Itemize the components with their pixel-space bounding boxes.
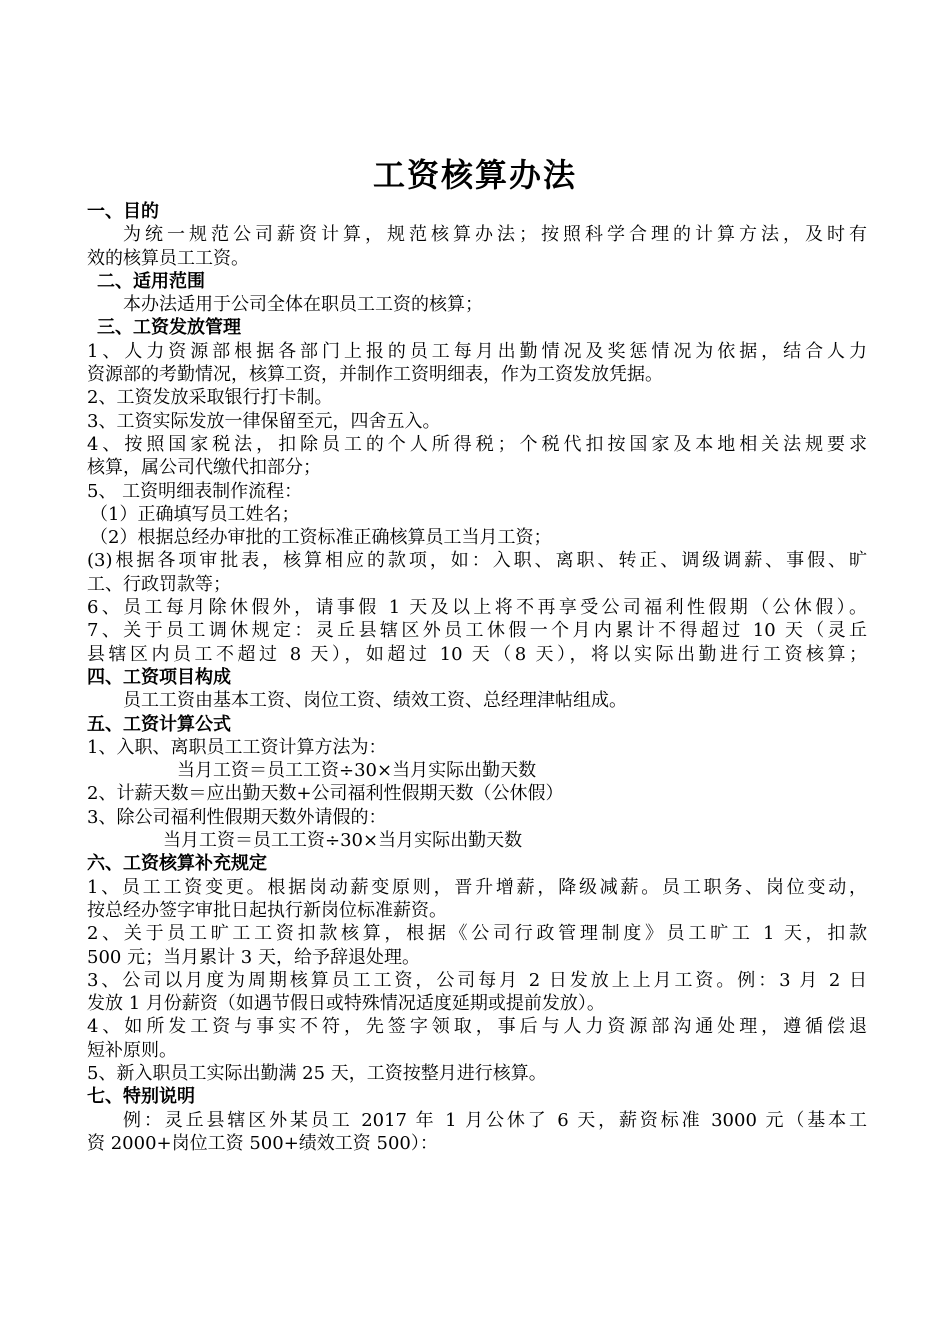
paragraph-line: 3、工资实际发放一律保留至元，四舍五入。 — [87, 410, 441, 432]
section-heading-special-notes: 七、特别说明 — [87, 1086, 195, 1108]
section-heading-pay-items: 四、工资项目构成 — [87, 666, 231, 688]
document-title: 工资核算办法 — [372, 156, 577, 194]
paragraph-line: 3、除公司福利性假期天数外请假的： — [87, 806, 387, 828]
paragraph-line: 2、计薪天数＝应出勤天数+公司福利性假期天数（公休假） — [87, 783, 564, 805]
paragraph-line: 1、人力资源部根据各部门上报的员工每月出勤情况及奖惩情况为依据，结合人力 — [87, 340, 867, 362]
section-heading-scope: 二、适用范围 — [97, 270, 205, 292]
paragraph-line: 3、公司以月度为周期核算员工工资，公司每月 2 日发放上上月工资。例：3 月 2 日 — [87, 969, 867, 991]
paragraph-line: 4、按照国家税法，扣除员工的个人所得税；个税代扣按国家及本地相关法规要求 — [87, 433, 867, 455]
paragraph-line: 4、如所发工资与事实不符，先签字领取，事后与人力资源部沟通处理，遵循偿退 — [87, 1016, 867, 1038]
paragraph-line: 为统一规范公司薪资计算，规范核算办法；按照科学合理的计算方法，及时有 — [123, 224, 867, 246]
paragraph-line: (3)根据各项审批表，核算相应的款项，如：入职、离职、转正、调级调薪、事假、旷 — [87, 550, 867, 572]
section-heading-purpose: 一、目的 — [87, 201, 159, 222]
paragraph-line: 核算，属公司代缴代扣部分； — [87, 457, 321, 479]
paragraph-line: 按总经办签字审批日起执行新岗位标准薪资。 — [87, 899, 447, 921]
paragraph-line: 资 2000+岗位工资 500+绩效工资 500）： — [87, 1132, 438, 1154]
paragraph-line: 1、员工工资变更。根据岗动薪变原则，晋升增薪，降级减薪。员工职务、岗位变动， — [87, 876, 867, 898]
paragraph-line: 例：灵丘县辖区外某员工 2017 年 1 月公休了 6 天，薪资标准 3000 元（基本工 — [123, 1109, 867, 1131]
paragraph-line: 发放 1 月份薪资（如遇节假日或特殊情况适度延期或提前发放）。 — [87, 993, 605, 1015]
section-heading-payment-management: 三、工资发放管理 — [97, 317, 241, 339]
paragraph-line: 5、新入职员工实际出勤满 25 天，工资按整月进行核算。 — [87, 1062, 547, 1084]
paragraph-line: 效的核算员工工资。 — [87, 247, 249, 269]
paragraph-line: 6、员工每月除休假外，请事假 1 天及以上将不再享受公司福利性假期（公休假）。 — [87, 597, 867, 619]
section-heading-supplementary-rules: 六、工资核算补充规定 — [87, 853, 267, 875]
paragraph-line: 县辖区内员工不超过 8 天），如超过 10 天（8 天），将以实际出勤进行工资核算； — [87, 643, 867, 665]
paragraph-line: 7、关于员工调休规定：灵丘县辖区外员工休假一个月内累计不得超过 10 天（灵丘 — [87, 620, 867, 642]
paragraph-line: 资源部的考勤情况，核算工资，并制作工资明细表，作为工资发放凭据。 — [87, 364, 663, 386]
paragraph-line: 本办法适用于公司全体在职员工工资的核算； — [123, 294, 483, 316]
paragraph-line: 2、关于员工旷工工资扣款核算，根据《公司行政管理制度》员工旷工 1 天，扣款 — [87, 923, 867, 945]
formula-line: 当月工资＝员工工资÷30×当月实际出勤天数 — [163, 830, 523, 852]
paragraph-line: 工、行政罚款等； — [87, 573, 231, 595]
paragraph-line: 500 元；当月累计 3 天，给予辞退处理。 — [87, 946, 420, 968]
paragraph-line: 5、 工资明细表制作流程： — [87, 480, 303, 502]
section-heading-formula: 五、工资计算公式 — [87, 713, 231, 735]
document-body — [87, 200, 867, 1155]
paragraph-line: （1）正确填写员工姓名； — [90, 503, 300, 525]
paragraph-line: 1、入职、离职员工工资计算方法为： — [87, 736, 387, 758]
formula-line: 当月工资＝员工工资÷30×当月实际出勤天数 — [177, 760, 537, 782]
paragraph-line: 员工工资由基本工资、岗位工资、绩效工资、总经理津帖组成。 — [123, 690, 627, 712]
paragraph-line: 短补原则。 — [87, 1039, 177, 1061]
paragraph-line: 2、工资发放采取银行打卡制。 — [87, 387, 333, 409]
paragraph-line: （2）根据总经办审批的工资标准正确核算员工当月工资； — [90, 527, 552, 549]
